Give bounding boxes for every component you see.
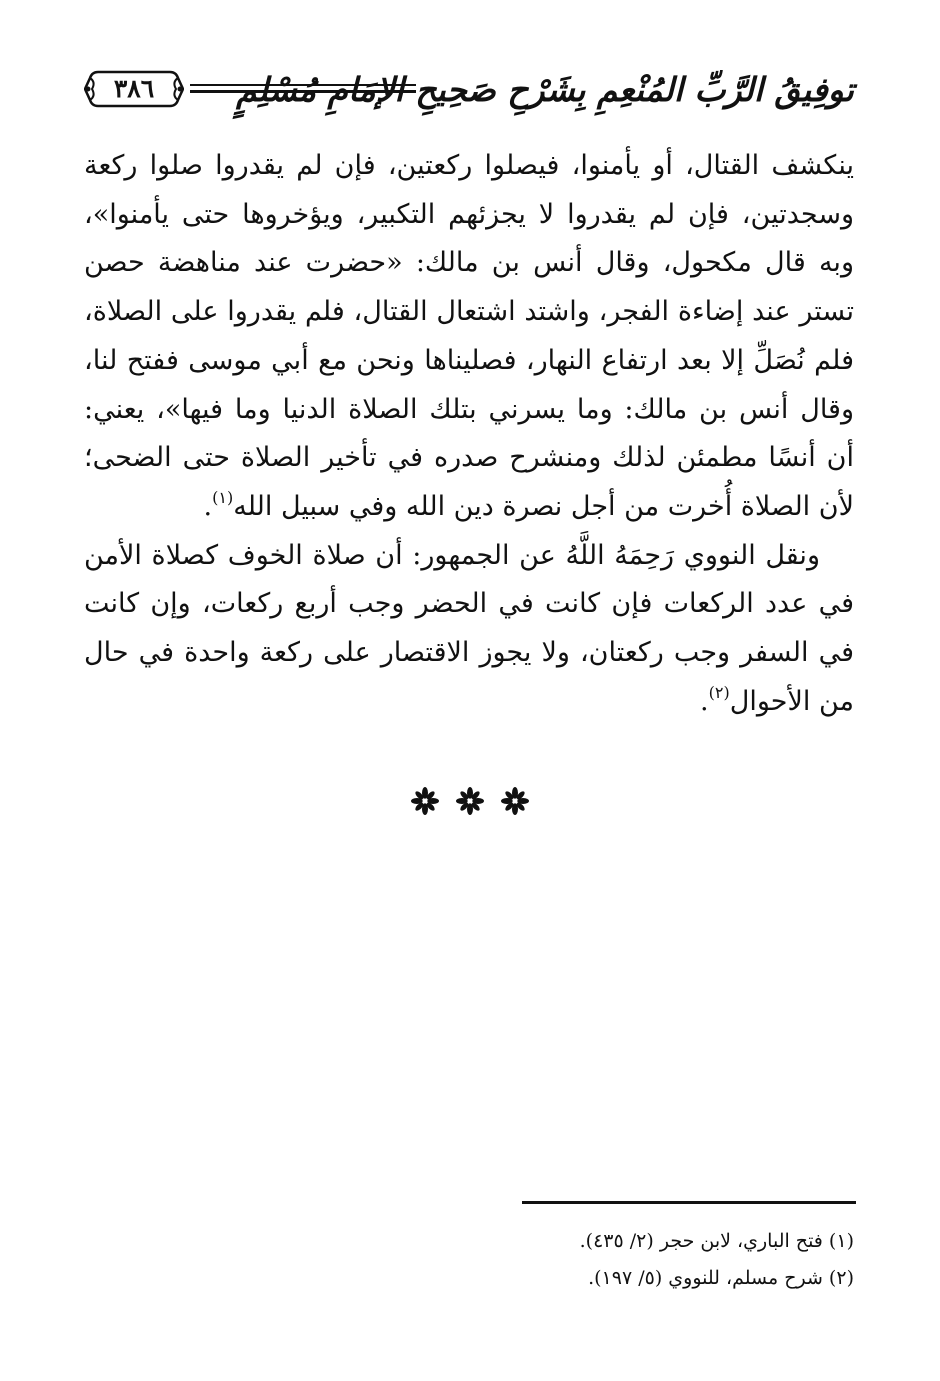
flower-ornament-icon (411, 787, 439, 815)
flower-ornament-icon (501, 787, 529, 815)
footnote: (٢) شرح مسلم، للنووي (٥/ ١٩٧). (588, 1267, 854, 1289)
paragraph-end: . (203, 490, 213, 522)
section-separator (0, 787, 940, 819)
footnote-ref: (٢) (708, 682, 730, 702)
page-header (84, 58, 854, 128)
paragraph (84, 142, 854, 532)
footnote-divider (522, 1201, 856, 1204)
footnotes (354, 1223, 854, 1297)
page-number: ٣٨٦ (113, 74, 155, 103)
paragraph-end: . (700, 685, 709, 717)
page-number-frame (84, 68, 184, 110)
paragraph-text: ونقل النووي رَحِمَهُ اللَّهُ عن الجمهور: أن صلاة الخوف كصلاة الأمن في عدد الركعات فإن كانت في الحضر وجب أربع ركعات، وإن كانت في السفر وجب ركعتان، ولا يجوز الاقتصار على ركعة واحدة في حال من الأحوال (84, 539, 854, 717)
main-text (84, 142, 854, 726)
paragraph-text: ينكشف القتال، أو يأمنوا، فيصلوا ركعتين، فإن لم يقدروا صلوا ركعة وسجدتين، فإن لم يقدروا لا يجزئهم التكبير، ويؤخروها حتى يأمنوا»، وبه قال مكحول، وقال أنس بن مالك: «حضرت عند مناهضة حصن تستر عند إضاءة الفجر، واشتد اشتعال القتال، فلم يقدروا على الصلاة، فلم نُصَلِّ إلا بعد ارتفاع النهار، فصليناها ونحن مع أبي موسى ففتح لنا، وقال أنس بن مالك: وما يسرني بتلك الصلاة الدنيا وما فيها»، يعني: أن أنسًا مطمئن لذلك ومنشرح صدره في تأخير الصلاة حتى الضحى؛ لأن الصلاة أُخرت من أجل نصرة دين الله وفي سبيل الله (84, 150, 854, 522)
book-title: توفِيقُ الرَّبِّ المُنْعِمِ بِشَرْحِ صَحِيحِ الإمَامِ مُسْلِمٍ (236, 70, 854, 109)
paragraph (84, 532, 854, 727)
flower-ornament-icon (456, 787, 484, 815)
footnote-ref: (١) (212, 487, 234, 507)
footnote: (١) فتح الباري، لابن حجر (٢/ ٤٣٥). (579, 1230, 854, 1252)
